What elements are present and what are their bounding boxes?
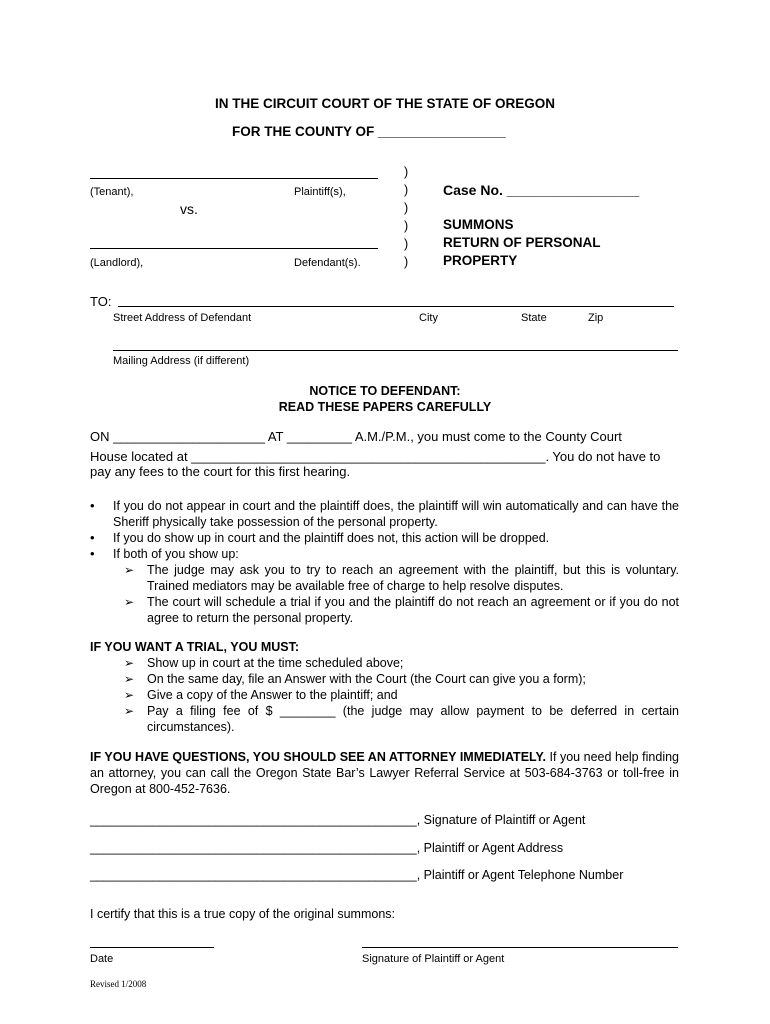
defendant-label: Defendant(s). xyxy=(294,257,361,269)
bullet-text: If you do not appear in court and the plaintiff does, the plaintiff will win automatically and can have the Sheriff physically take possession of the personal property. xyxy=(113,499,679,529)
trial-item: On the same day, file an Answer with the Court (the Court can give you a form); xyxy=(147,672,586,686)
landlord-line xyxy=(90,248,378,249)
arrow-icon: ➢ xyxy=(124,688,135,702)
date-line xyxy=(90,947,214,948)
street-address-line xyxy=(118,306,674,307)
caption-paren: ) xyxy=(404,183,409,197)
caption-paren: ) xyxy=(404,237,409,251)
trial-item: Show up in court at the time scheduled above; xyxy=(147,656,404,670)
plaintiff-phone-line: _______________________________________________, Plaintiff or Agent Telephone Number xyxy=(90,868,624,882)
versus-text: vs. xyxy=(180,201,198,217)
tenant-label: (Tenant), xyxy=(90,186,134,198)
caption-paren: ) xyxy=(404,165,409,179)
trial-heading: IF YOU WANT A TRIAL, YOU MUST: xyxy=(90,640,300,654)
attorney-notice-bold: IF YOU HAVE QUESTIONS, YOU SHOULD SEE AN ATTORNEY IMMEDIATELY. xyxy=(90,750,546,764)
attorney-notice-rest: If you need help finding an attorney, you can call the Oregon State Bar’s Lawyer Referral Service at 503-684-3763 or toll-free in Oregon at 800-452-7636. xyxy=(90,750,679,796)
zip-label: Zip xyxy=(588,312,604,324)
bullet-text: If both of you show up: xyxy=(113,547,239,561)
arrow-icon: ➢ xyxy=(124,704,135,718)
street-label: Street Address of Defendant xyxy=(113,312,252,324)
caption-paren: ) xyxy=(404,201,409,215)
bullet-text: If you do show up in court and the plaintiff does not, this action will be dropped. xyxy=(113,531,550,545)
certify-signature-label: Signature of Plaintiff or Agent xyxy=(362,953,505,965)
case-number: Case No. _________________ xyxy=(443,182,640,198)
notice-title: NOTICE TO DEFENDANT: xyxy=(309,384,461,398)
bullet-icon: • xyxy=(90,546,95,561)
certify-text: I certify that this is a true copy of the original summons: xyxy=(90,907,395,921)
state-label: State xyxy=(521,312,547,324)
trial-item: Pay a filing fee of $ ________ (the judge may allow payment to be deferred in certain circumstances). xyxy=(147,704,679,734)
mailing-label: Mailing Address (if different) xyxy=(113,355,250,367)
arrow-icon: ➢ xyxy=(124,656,135,670)
bullet-icon: • xyxy=(90,530,95,545)
notice-subtitle: READ THESE PAPERS CAREFULLY xyxy=(278,400,492,414)
mailing-address-line xyxy=(113,350,678,351)
trial-item: Give a copy of the Answer to the plaintiff; and xyxy=(147,688,398,702)
arrow-icon: ➢ xyxy=(124,672,135,686)
sub-bullet-text: The court will schedule a trial if you and the plaintiff do not reach an agreement or if you do not agree to return the personal property. xyxy=(147,595,679,625)
hearing-date-line: ON _____________________ AT _________ A.M./P.M., you must come to the County Court xyxy=(90,429,622,444)
date-label: Date xyxy=(90,953,114,965)
bullet-icon: • xyxy=(90,498,95,513)
fees-line: pay any fees to the court for this first hearing. xyxy=(90,464,351,479)
plaintiff-label: Plaintiff(s), xyxy=(294,186,346,198)
city-label: City xyxy=(419,312,438,324)
landlord-label: (Landlord), xyxy=(90,257,144,269)
form-title: PROPERTY xyxy=(443,253,518,268)
tenant-line xyxy=(90,178,378,179)
sub-bullet-text: The judge may ask you to try to reach an agreement with the plaintiff, but this is voluntary. Trained mediators may be available free of charge to help resolve disputes. xyxy=(147,563,679,593)
caption-paren: ) xyxy=(404,255,409,269)
plaintiff-address-line: _______________________________________________, Plaintiff or Agent Address xyxy=(90,841,564,855)
court-title: IN THE CIRCUIT COURT OF THE STATE OF OREGON xyxy=(215,96,555,111)
plaintiff-signature-line: _______________________________________________, Signature of Plaintiff or Agent xyxy=(90,813,586,827)
form-title: SUMMONS xyxy=(443,217,514,232)
certify-signature-line xyxy=(362,947,678,948)
revision-note: Revised 1/2008 xyxy=(90,979,147,989)
arrow-icon: ➢ xyxy=(124,595,135,609)
form-title: RETURN OF PERSONAL xyxy=(443,235,601,250)
arrow-icon: ➢ xyxy=(124,563,135,577)
attorney-notice xyxy=(90,749,679,797)
caption-paren: ) xyxy=(404,219,409,233)
county-line: FOR THE COUNTY OF _________________ xyxy=(232,124,506,139)
to-label: TO: xyxy=(90,294,112,309)
courthouse-line: House located at _________________________________________________. You do not have to xyxy=(90,449,661,464)
